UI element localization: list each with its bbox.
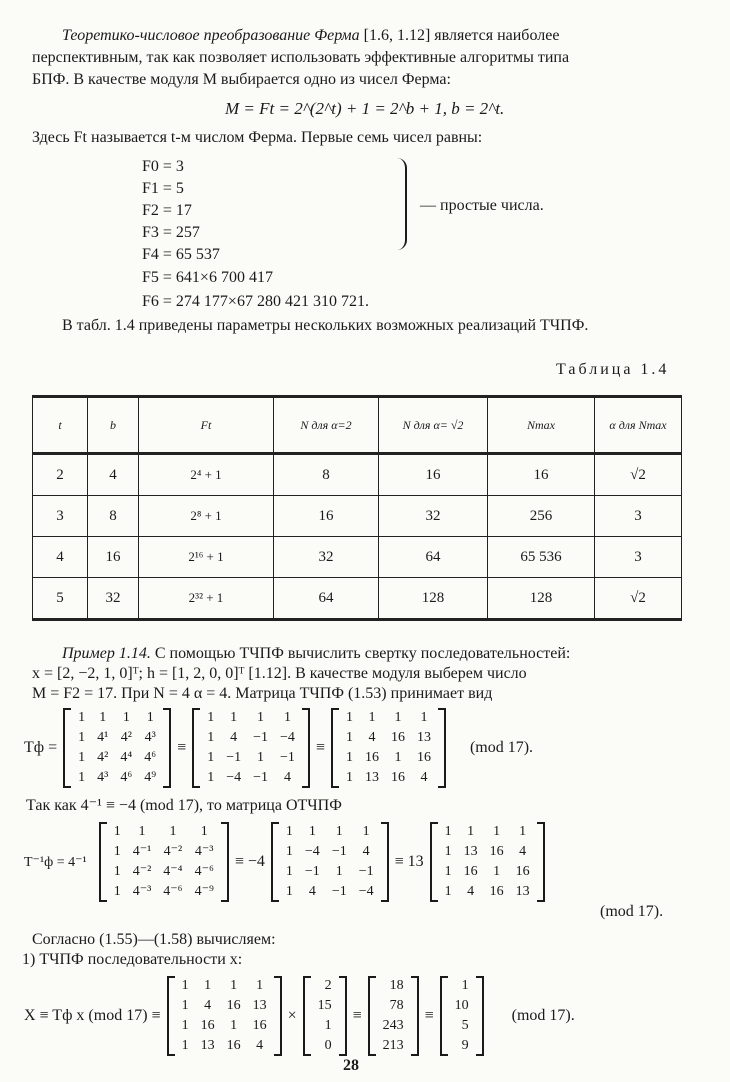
matrix-cell: −1: [331, 844, 347, 859]
matrix-cell: 16: [489, 884, 504, 899]
matrix-cell: 1: [493, 864, 501, 879]
matrix-cell: 1: [285, 864, 293, 879]
congruence-sign: ≡: [352, 1007, 362, 1024]
matrix-cell: −1: [331, 884, 347, 899]
cell-t: 3: [33, 496, 88, 537]
matrix-cell: 16: [463, 864, 478, 879]
matrix-cell: 1: [368, 710, 376, 725]
matrix-cell: 1: [394, 750, 402, 765]
matrix-cell: 4⁻²: [163, 844, 183, 859]
matrix-cell: 1: [207, 770, 215, 785]
matrix-cell: 1: [308, 824, 316, 839]
vector-cell: 9: [461, 1038, 469, 1053]
intro-citation: [1.6, 1.12] является наиболее: [363, 27, 560, 44]
matrix-cell: 1: [146, 710, 154, 725]
intro-line-4: Здесь Ft называется t-м числом Ферма. Первые семь чисел равны:: [32, 129, 483, 146]
matrix-cell: 13: [463, 844, 478, 859]
inverse-intro-text: Так как 4⁻¹ ≡ −4 (mod 17), то матрица ОТЧПФ: [26, 797, 342, 814]
matrix-cell: 1: [207, 710, 215, 725]
matrix-cell: 16: [515, 864, 530, 879]
matrix-cell: 1: [256, 978, 264, 993]
compute-intro: Согласно (1.55)—(1.58) вычисляем:: [32, 931, 276, 948]
table-caption: Таблица 1.4: [556, 361, 670, 378]
matrix-cell: 4⁶: [144, 750, 157, 765]
cell-alpha-nmax: √2: [595, 454, 682, 496]
input-vector-x: [303, 976, 347, 1056]
matrix-cell: 4: [420, 770, 428, 785]
matrix-cell: 1: [204, 978, 212, 993]
inverse-matrix-equation: [20, 822, 547, 902]
matrix-cell: 1: [362, 824, 370, 839]
fermat-number-4: F4 = 65 537: [142, 246, 220, 263]
vector-cell: 1: [324, 1018, 332, 1033]
matrix-cell: 1: [444, 824, 452, 839]
matrix-cell: 4⁻⁴: [163, 864, 183, 879]
matrix-cell: 16: [226, 1038, 241, 1053]
matrix-cell: 1: [493, 824, 501, 839]
matrix-cell: 13: [364, 770, 379, 785]
parameters-table: [32, 395, 682, 621]
inverse-coefficient-2: ≡ 13: [394, 853, 424, 870]
matrix-cell: 1: [200, 824, 208, 839]
matrix-cell: 1: [335, 864, 343, 879]
inverse-mod-label: (mod 17).: [600, 903, 664, 920]
inverse-matrix-reduced: [430, 822, 545, 902]
cell-ft: 2⁴ + 1: [139, 454, 274, 496]
matrix-cell: −4: [226, 770, 242, 785]
matrix-cell: 4: [204, 998, 212, 1013]
matrix-cell: 1: [207, 730, 215, 745]
matrix-cell: 1: [113, 844, 121, 859]
inverse-matrix-signed: [271, 822, 389, 902]
matrix-cell: 1: [113, 824, 121, 839]
matrix-cell: 1: [257, 750, 265, 765]
vector-cell: 2: [324, 978, 332, 993]
matrix-cell: 4: [256, 1038, 264, 1053]
matrix-cell: 1: [113, 884, 121, 899]
matrix-cell: 1: [335, 824, 343, 839]
example-title: Пример 1.14.: [62, 645, 151, 662]
cell-nmax: 16: [488, 454, 595, 496]
cell-alpha-nmax: 3: [595, 537, 682, 578]
matrix-cell: 1: [519, 824, 527, 839]
matrix-cell: 4: [519, 844, 527, 859]
cell-t: 4: [33, 537, 88, 578]
matrix-cell: 1: [207, 750, 215, 765]
matrix-cell: 4: [308, 884, 316, 899]
matrix-cell: 1: [138, 824, 146, 839]
matrix-cell: 4⁻⁹: [194, 884, 214, 899]
matrix-cell: 1: [181, 978, 189, 993]
matrix-cell: 4⁻³: [194, 844, 214, 859]
table-reference-text: В табл. 1.4 приведены параметры нескольких возможных реализаций ТЧПФ.: [62, 317, 589, 334]
matrix-cell: −4: [358, 884, 374, 899]
product-vector: [368, 976, 419, 1056]
matrix-cell: 4⁻²: [132, 864, 152, 879]
table-row: [33, 454, 682, 496]
intro-line-1: [62, 26, 559, 46]
matrix-cell: 13: [515, 884, 530, 899]
example-line-2: x = [2, −2, 1, 0]ᵀ; h = [1, 2, 0, 0]ᵀ [1.12]. В качестве модуля выберем число: [32, 665, 527, 682]
vector-cell: 18: [389, 978, 404, 993]
congruence-sign: ≡: [315, 739, 325, 756]
cell-n-alpha-sqrt2: 32: [379, 496, 488, 537]
cell-nmax: 65 536: [488, 537, 595, 578]
matrix-cell: 1: [113, 864, 121, 879]
matrix-cell: 4: [368, 730, 376, 745]
matrix-cell: 4¹: [97, 730, 109, 745]
matrix-cell: 4⁹: [144, 770, 157, 785]
cell-t: 2: [33, 454, 88, 496]
vector-cell: 10: [454, 998, 469, 1013]
cell-b: 4: [88, 454, 139, 496]
example-task: С помощью ТЧПФ вычислить свертку последовательностей:: [154, 645, 571, 662]
matrix-cell: 1: [467, 824, 475, 839]
matrix-cell: 16: [489, 844, 504, 859]
matrix-cell: 16: [390, 730, 405, 745]
vector-cell: 213: [382, 1038, 404, 1053]
page-number: 28: [343, 1057, 359, 1074]
table-header-row: [33, 397, 682, 454]
matrix-cell: 1: [181, 998, 189, 1013]
matrix-cell: 4: [230, 730, 238, 745]
matrix-cell: 1: [257, 710, 265, 725]
matrix-cell: 1: [420, 710, 428, 725]
table-row: [33, 578, 682, 620]
intro-line-2: перспективным, так как позволяет использовать эффективные алгоритмы типа: [32, 49, 570, 66]
matrix-cell: 1: [444, 864, 452, 879]
table-row: [33, 496, 682, 537]
matrix-cell: 4: [362, 844, 370, 859]
cell-t: 5: [33, 578, 88, 620]
cell-n-alpha-2: 16: [274, 496, 379, 537]
matrix-cell: −4: [280, 730, 295, 745]
matrix-cell: 4⁻¹: [132, 844, 152, 859]
matrix-cell: 1: [78, 710, 86, 725]
matrix-cell: 4⁻⁶: [194, 864, 214, 879]
transform-computation: [20, 976, 579, 1056]
header-nmax: Nmax: [488, 397, 595, 454]
matrix-cell: 4³: [144, 730, 156, 745]
fermat-number-0: F0 = 3: [142, 158, 184, 175]
header-t: t: [33, 397, 88, 454]
matrix-cell: 1: [169, 824, 177, 839]
fermat-number-3: F3 = 257: [142, 224, 200, 241]
example-line-3: M = F2 = 17. При N = 4 α = 4. Матрица ТЧПФ (1.53) принимает вид: [32, 685, 493, 702]
vector-cell: 243: [382, 1018, 404, 1033]
fermat-number-6: F6 = 274 177×67 280 421 310 721.: [142, 293, 369, 310]
matrix-cell: 1: [78, 750, 86, 765]
cell-n-alpha-2: 64: [274, 578, 379, 620]
inverse-matrix-powers: [99, 822, 229, 902]
matrix-cell: 1: [345, 710, 353, 725]
forward-matrix-label: Tф =: [24, 739, 58, 756]
vector-cell: 0: [324, 1038, 332, 1053]
matrix-cell: 16: [390, 770, 405, 785]
cell-alpha-nmax: √2: [595, 578, 682, 620]
matrix-cell: 16: [252, 1018, 267, 1033]
times-sign: ×: [287, 1007, 297, 1024]
matrix-cell: 4³: [97, 770, 109, 785]
forward-matrix-signed: [192, 708, 310, 788]
matrix-cell: 4: [283, 770, 291, 785]
matrix-cell: 4⁻³: [132, 884, 152, 899]
cell-b: 8: [88, 496, 139, 537]
matrix-cell: 1: [99, 710, 107, 725]
fermat-number-5: F5 = 641×6 700 417: [142, 269, 273, 286]
vector-cell: 5: [461, 1018, 469, 1033]
forward-matrix-equation: [20, 708, 537, 788]
header-b: b: [88, 397, 139, 454]
vector-cell: 78: [389, 998, 404, 1013]
matrix-cell: 1: [283, 710, 291, 725]
matrix-cell: 4⁶: [120, 770, 133, 785]
transform-matrix: [167, 976, 282, 1056]
table-row: [33, 537, 682, 578]
matrix-cell: 16: [226, 998, 241, 1013]
matrix-cell: 1: [230, 710, 238, 725]
fermat-transform-term: Теоретико-числовое преобразование Ферма: [62, 27, 360, 44]
matrix-cell: 13: [200, 1038, 215, 1053]
transform-label: X ≡ Tф x (mod 17) ≡: [24, 1007, 161, 1024]
matrix-cell: −1: [226, 750, 242, 765]
cell-n-alpha-sqrt2: 64: [379, 537, 488, 578]
matrix-cell: 1: [345, 770, 353, 785]
matrix-cell: 1: [345, 730, 353, 745]
matrix-cell: 1: [285, 884, 293, 899]
header-n-alpha-sqrt2: N для α= √2: [379, 397, 488, 454]
congruence-sign: ≡: [424, 1007, 434, 1024]
matrix-cell: 4: [467, 884, 475, 899]
matrix-cell: 1: [181, 1018, 189, 1033]
forward-mod-label: (mod 17).: [469, 739, 534, 756]
matrix-cell: 16: [364, 750, 379, 765]
matrix-cell: 1: [181, 1038, 189, 1053]
matrix-cell: −1: [253, 730, 268, 745]
cell-n-alpha-2: 8: [274, 454, 379, 496]
result-vector-X: [440, 976, 484, 1056]
cell-ft: 2⁸ + 1: [139, 496, 274, 537]
header-alpha-nmax: α для Nmax: [595, 397, 682, 454]
cell-nmax: 256: [488, 496, 595, 537]
matrix-cell: −1: [304, 864, 320, 879]
matrix-cell: 1: [394, 710, 402, 725]
fermat-modulus-formula: M = Ft = 2^(2^t) + 1 = 2^b + 1, b = 2^t.: [225, 99, 505, 118]
matrix-cell: 1: [78, 730, 86, 745]
cell-n-alpha-sqrt2: 128: [379, 578, 488, 620]
matrix-cell: 1: [78, 770, 86, 785]
cell-ft: 2³² + 1: [139, 578, 274, 620]
forward-matrix-powers: [63, 708, 171, 788]
cell-ft: 2¹⁶ + 1: [139, 537, 274, 578]
matrix-cell: 1: [444, 884, 452, 899]
cell-b: 32: [88, 578, 139, 620]
primes-label: — простые числа.: [420, 197, 544, 214]
inverse-matrix-label: T⁻¹ф = 4⁻¹: [24, 854, 87, 870]
matrix-cell: 1: [444, 844, 452, 859]
cell-n-alpha-2: 32: [274, 537, 379, 578]
matrix-cell: −4: [304, 844, 320, 859]
fermat-number-2: F2 = 17: [142, 202, 192, 219]
cell-nmax: 128: [488, 578, 595, 620]
intro-line-3: БПФ. В качестве модуля M выбирается одно из чисел Ферма:: [32, 71, 451, 88]
header-ft: Ft: [139, 397, 274, 454]
matrix-cell: 13: [416, 730, 431, 745]
vector-cell: 15: [317, 998, 332, 1013]
header-n-alpha-2: N для α=2: [274, 397, 379, 454]
matrix-cell: −1: [253, 770, 268, 785]
matrix-cell: 1: [230, 1018, 238, 1033]
matrix-cell: 16: [200, 1018, 215, 1033]
vector-cell: 1: [461, 978, 469, 993]
matrix-cell: 13: [252, 998, 267, 1013]
forward-matrix-reduced: [331, 708, 446, 788]
matrix-cell: 4²: [120, 730, 132, 745]
matrix-cell: 4²: [97, 750, 109, 765]
cell-alpha-nmax: 3: [595, 496, 682, 537]
compute-step-1: 1) ТЧПФ последовательности x:: [22, 951, 243, 968]
inverse-coefficient-1: ≡ −4: [234, 853, 265, 870]
cell-b: 16: [88, 537, 139, 578]
matrix-cell: 4⁻⁶: [163, 884, 183, 899]
matrix-cell: 4⁴: [120, 750, 133, 765]
matrix-cell: 1: [345, 750, 353, 765]
matrix-cell: −1: [358, 864, 374, 879]
example-line-1: [62, 644, 570, 664]
matrix-cell: 1: [122, 710, 130, 725]
primes-brace: [395, 158, 407, 250]
matrix-cell: 1: [285, 824, 293, 839]
matrix-cell: 1: [285, 844, 293, 859]
matrix-cell: −1: [280, 750, 295, 765]
congruence-sign: ≡: [177, 739, 187, 756]
matrix-cell: 1: [230, 978, 238, 993]
matrix-cell: 16: [416, 750, 431, 765]
fermat-number-1: F1 = 5: [142, 180, 184, 197]
compute-mod-label: (mod 17).: [511, 1007, 575, 1024]
cell-n-alpha-sqrt2: 16: [379, 454, 488, 496]
